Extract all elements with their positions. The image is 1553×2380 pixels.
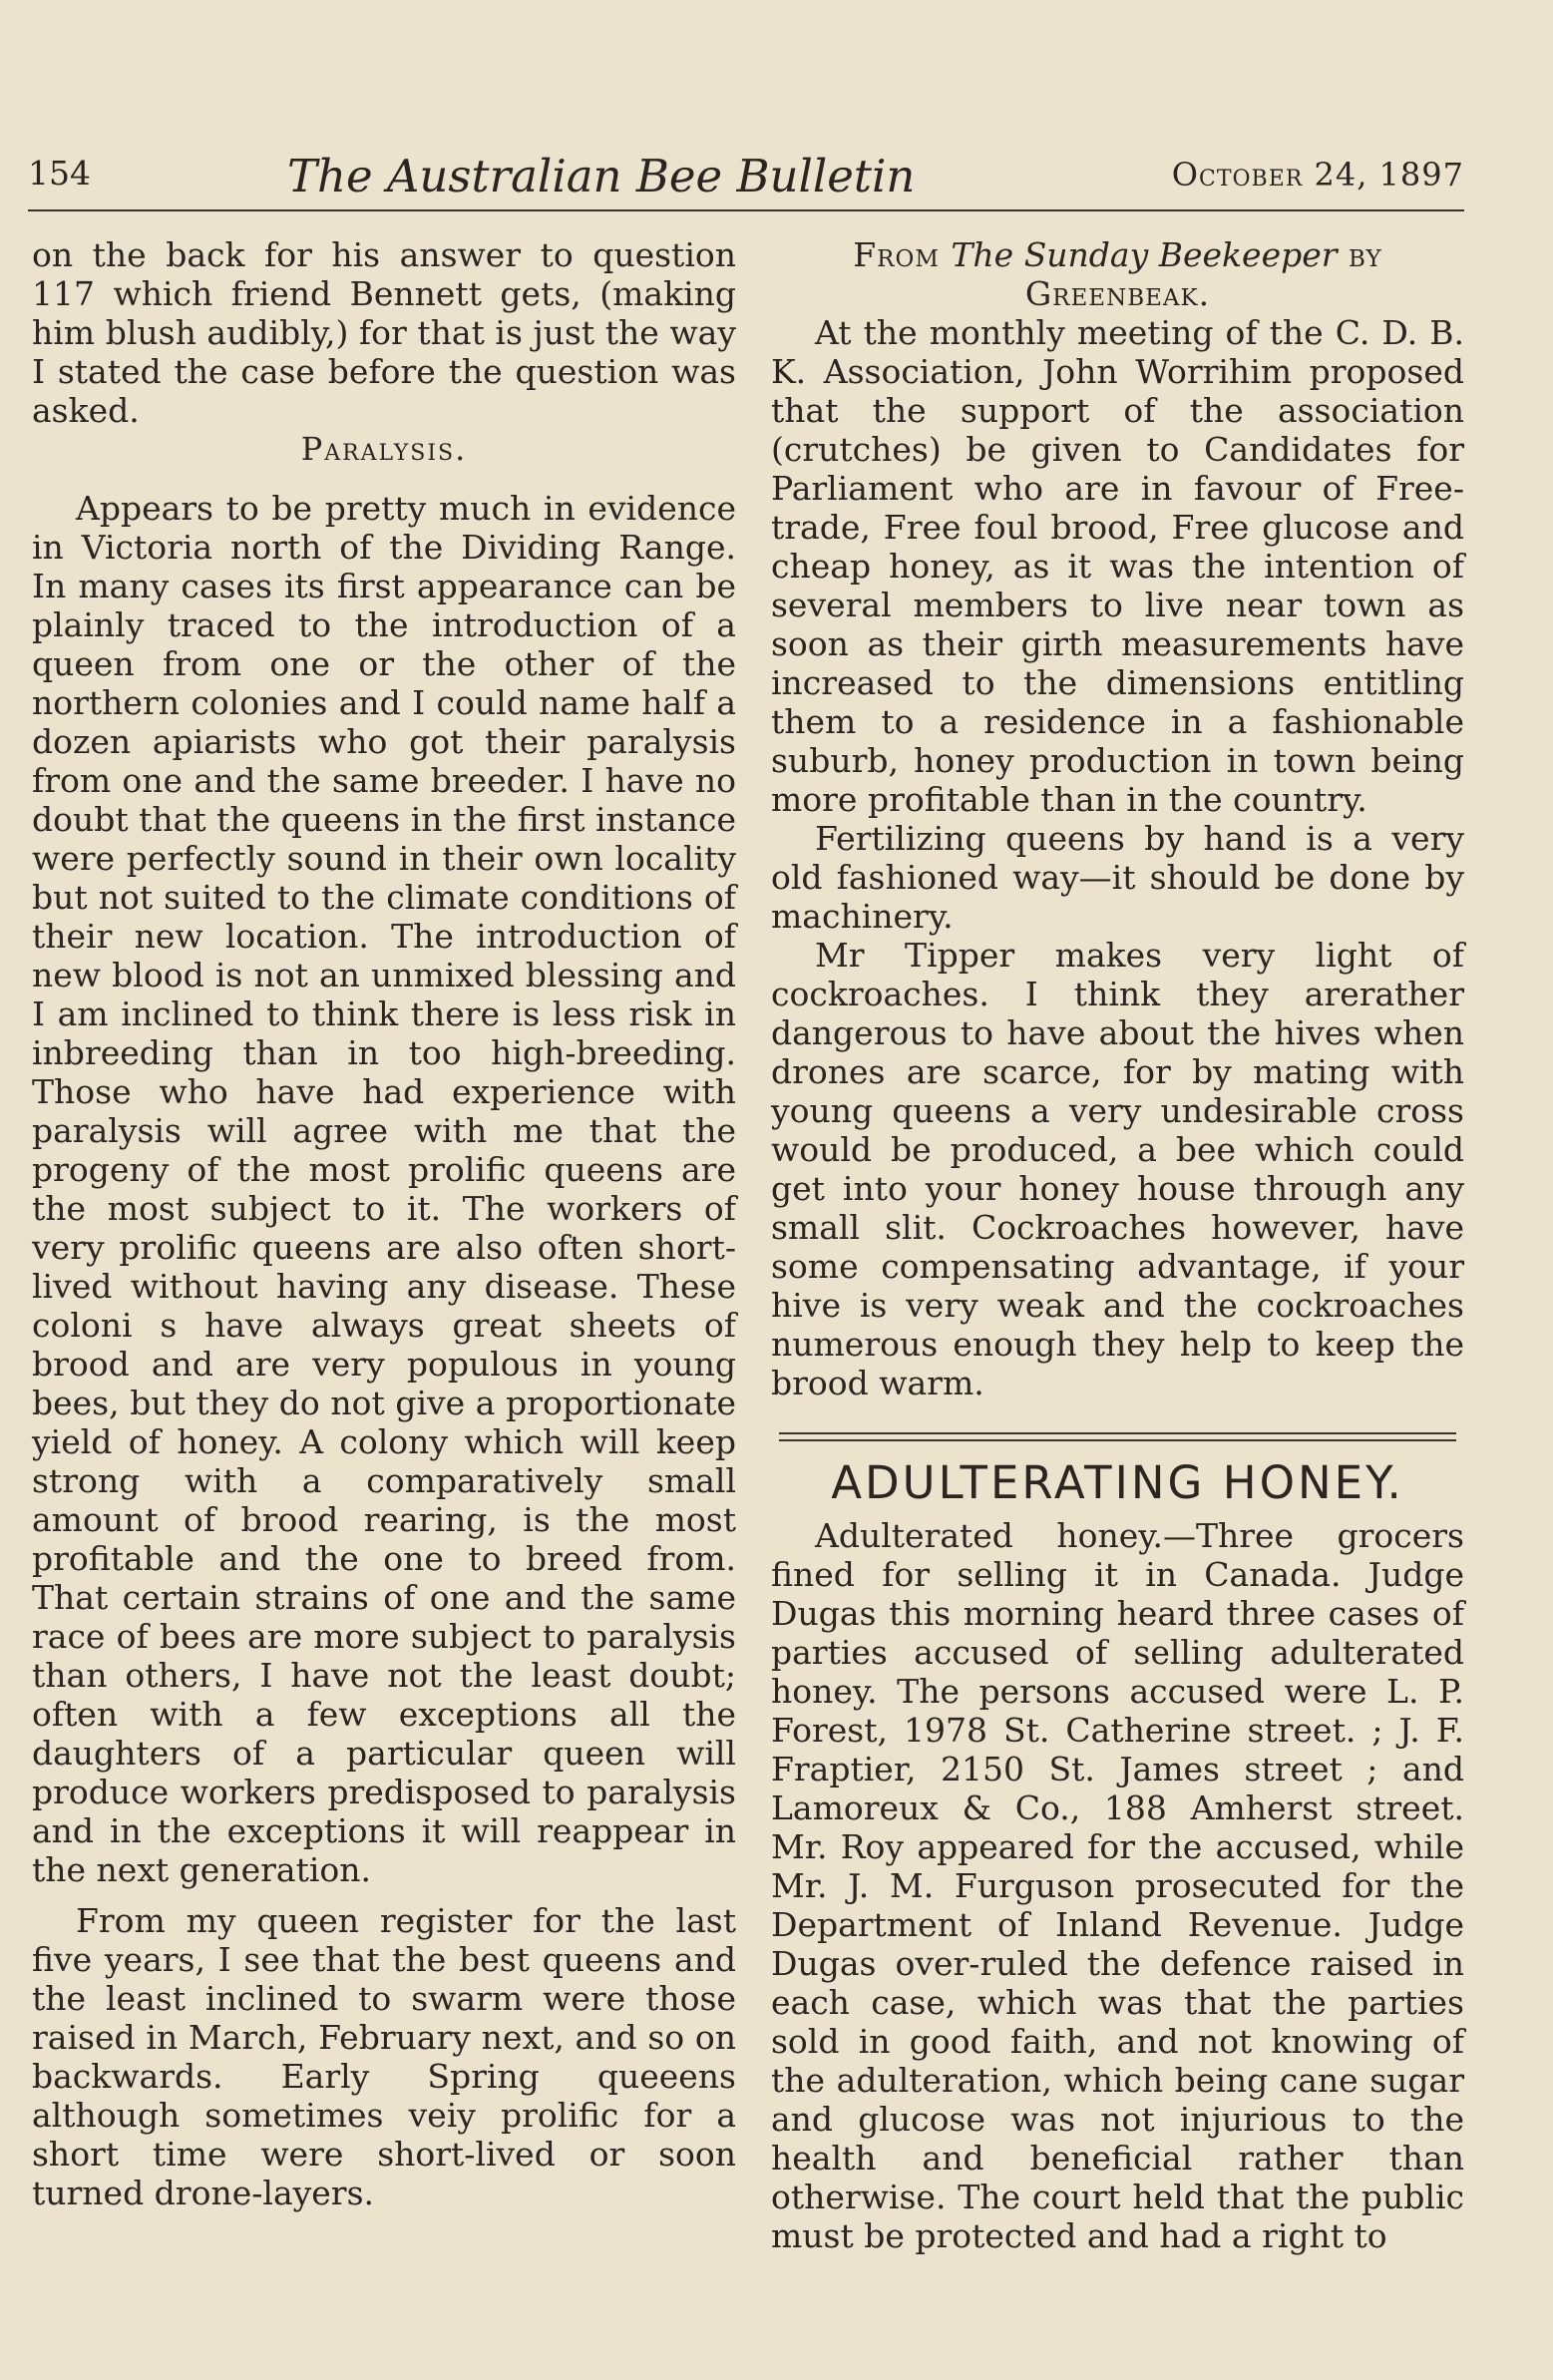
source-author: by Greenbeak. bbox=[1024, 235, 1382, 313]
beekeeper-paragraph-2: Fertilizing queens by hand is a very old fashioned way—it should be done by machinery. bbox=[771, 819, 1464, 936]
paralysis-paragraph-1: Appears to be pretty much in evidence in Victoria north of the Dividing Range. In many cases its first appearance can be plainly traced to the introduction of a queen from one or the other of the northern colonies and I could name half a dozen apiarists who got their paralysis from one and the same breeder. I have no doubt that the queens in the first instance were perfectly sound in their own locality but not suited to the climate conditions of their new location. The introduction of new blood is not an unmixed blessing and I am inclined to think there is less risk in inbreeding than in too high-breeding. Those who have had experience with paralysis will agree with me that the progeny of the most prolific queens are the most subject to it. The workers of very prolific queens are also often short-lived without having any disease. These coloni s have always great sheets of brood and are very populous in young bees, but they do not give a proportionate yield of honey. A colony which will keep strong with a comparatively small amount of brood rearing, is the most profitable and the one to breed from. That certain strains of one and the same race of bees are more subject to paralysis than others, I have not the least doubt; often with a few exceptions all the daughters of a particular queen will produce workers predisposed to paralysis and in the exceptions it will reappear in the next generation. bbox=[32, 489, 736, 1889]
article-source bbox=[771, 235, 1464, 313]
beekeeper-paragraph-3: Mr Tipper makes very light of cockroaches. I think they arerather dangerous to have about the hives when drones are scarce, for by mating with young queens a very undesirable cross would be produced, a bee which could get into your honey house through any small slit. Cockroaches however, have some compensating advantage, if your hive is very weak and the cockroaches numerous enough they help to keep the brood warm. bbox=[771, 936, 1464, 1402]
source-prefix: From bbox=[853, 235, 940, 274]
page-header bbox=[28, 150, 1464, 211]
section-heading-paralysis: Paralysis. bbox=[300, 430, 468, 468]
section-divider bbox=[779, 1432, 1456, 1441]
paralysis-paragraph-2: From my queen register for the last five years, I see that the best queens and the least inclined to swarm were those raised in March, February next, and so on backwards. Early Spring queeens although sometimes veiy prolific for a short time were short-lived or soon turned drone-layers. bbox=[32, 1901, 736, 2212]
beekeeper-paragraph-1: At the monthly meeting of the C. D. B. K. Association, John Worrihim proposed that the support of the association (crutches) be given to Candidates for Parliament who are in favour of Free-trade, Free foul brood, Free glucose and cheap honey, as it was the intention of several members to live near town as soon as their girth measurements have increased to the dimensions entitling them to a residence in a fashionable suburb, honey production in town being more profitable than in the country. bbox=[771, 313, 1464, 819]
section-heading-adulterating: ADULTERATING HONEY. bbox=[831, 1456, 1404, 1509]
publication-title: The Australian Bee Bulletin bbox=[287, 150, 916, 202]
intro-paragraph: on the back for his answer to question 117 which friend Bennett gets, (making him blush audibly,) for that is just the way I stated the case before the question was asked. bbox=[32, 235, 736, 430]
right-column bbox=[771, 235, 1464, 2255]
page-number: 154 bbox=[28, 154, 91, 193]
left-column bbox=[32, 235, 736, 2212]
adulteration-paragraph: Adulterated honey.—Three grocers fined for selling it in Canada. Judge Dugas this morning heard three cases of parties accused of selling adulterated honey. The persons accused were L. P. Forest, 1978 St. Catherine street. ; J. F. Fraptier, 2150 St. James street ; and Lamoreux & Co., 188 Amherst street. Mr. Roy appeared for the accused, while Mr. J. M. Furguson prosecuted for the Department of Inland Revenue. Judge Dugas over-ruled the defence raised in each case, which was that the parties sold in good faith, and not knowing of the adulteration, which being cane sugar and glucose was not injurious to the health and beneficial rather than otherwise. The court held that the public must be protected and had a right to bbox=[771, 1516, 1464, 2255]
issue-date: October 24, 1897 bbox=[1171, 156, 1464, 194]
source-publication: The Sunday Beekeeper bbox=[951, 235, 1338, 274]
